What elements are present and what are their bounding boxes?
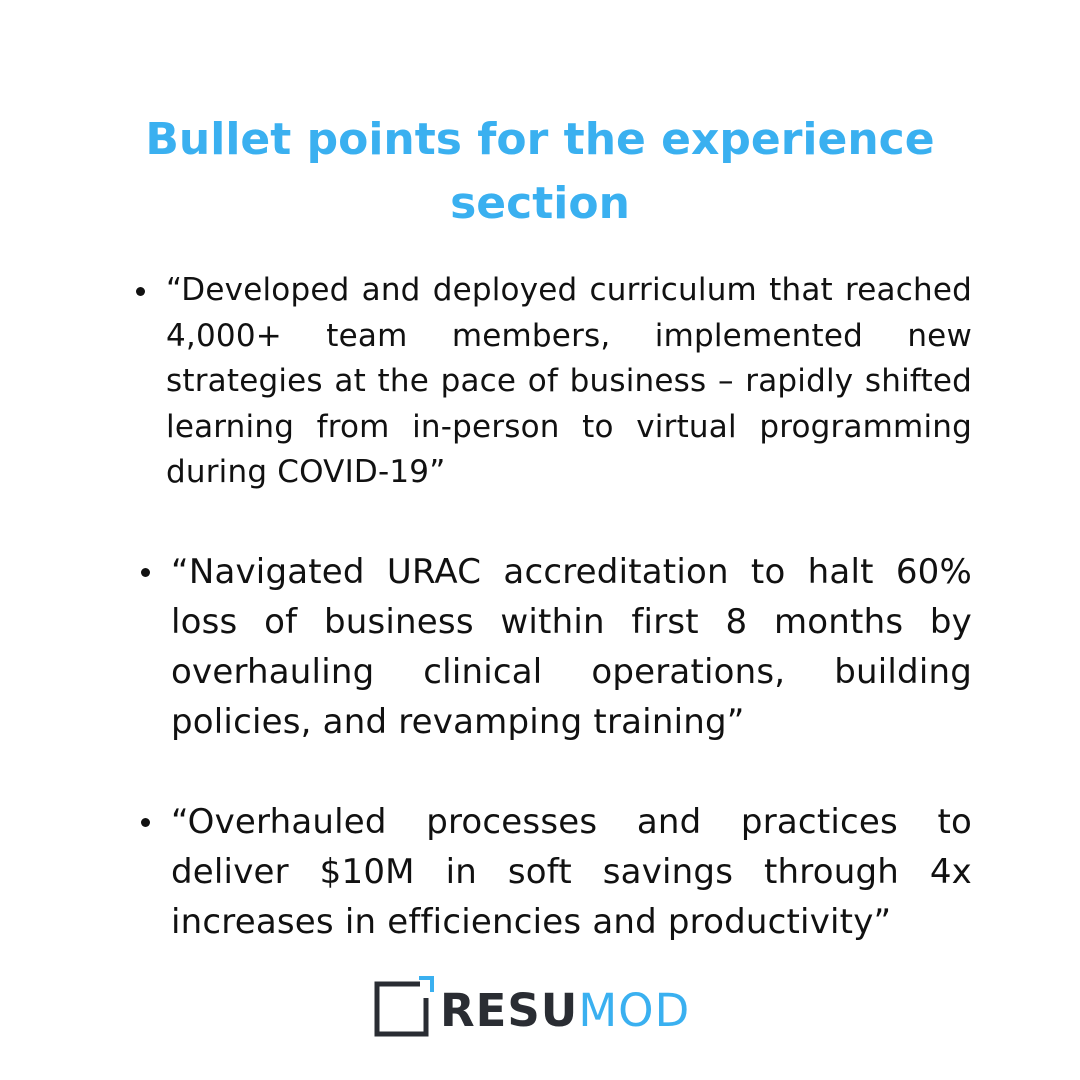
page-title: Bullet points for the experience section <box>145 114 935 229</box>
bullet-item-3 <box>171 797 972 947</box>
bullet-dot-icon <box>136 287 145 296</box>
bullet-text-1: “Developed and deployed curriculum that reached 4,000+ team members, implemented new strategies at the pace of business – rapidly shifted learning from in-person to virtual programming during COVID-19” <box>166 272 972 490</box>
bullet-dot-icon <box>141 568 150 577</box>
bullet-item-1 <box>166 268 972 496</box>
logo-wordmark-resu: RESU <box>440 984 579 1037</box>
logo-bracket-icon <box>374 976 434 1038</box>
bullet-text-2: “Navigated URAC accreditation to halt 60% loss of business within first 8 months by overhauling clinical operations, building policies, and revamping training” <box>171 552 972 742</box>
logo-wordmark <box>440 984 690 1038</box>
bullet-text-3: “Overhauled processes and practices to deliver $10M in soft savings through 4x increases in efficiencies and productivity” <box>171 802 972 942</box>
bullet-dot-icon <box>141 818 150 827</box>
resumod-logo <box>374 976 714 1040</box>
logo-wordmark-mod: MOD <box>578 984 691 1037</box>
bullet-item-2 <box>171 547 972 747</box>
